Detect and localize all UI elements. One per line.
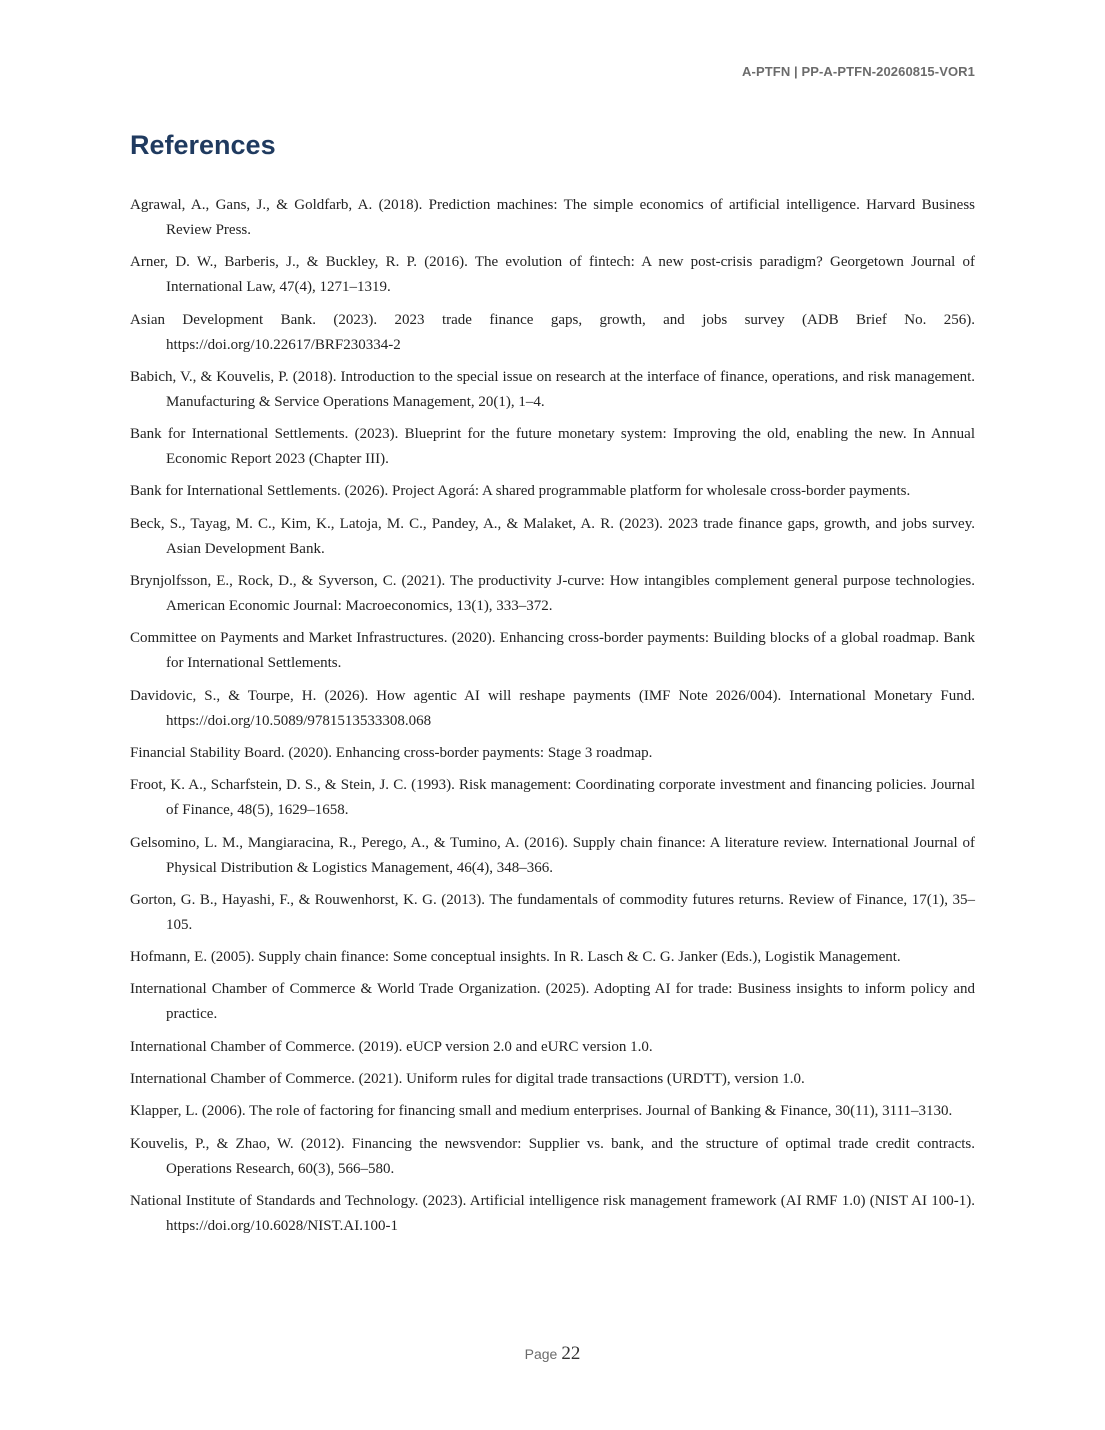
- reference-item: Klapper, L. (2006). The role of factoring for financing small and medium enterprises. Journal of Banking & Finance, 30(11), 3111–3130.: [130, 1103, 953, 1120]
- reference-item: Beck, S., Tayag, M. C., Kim, K., Latoja, M. C., Pandey, A., & Malaket, A. R. (2023). 2023 trade finance gaps, growth, and jobs survey. Asian Development Bank.: [130, 515, 975, 557]
- reference-item: International Chamber of Commerce & World Trade Organization. (2025). Adopting AI for trade: Business insights to inform policy and practice.: [130, 981, 975, 1023]
- reference-item: Financial Stability Board. (2020). Enhancing cross-border payments: Stage 3 roadmap.: [130, 744, 653, 761]
- reference-item: Gorton, G. B., Hayashi, F., & Rouwenhorst, K. G. (2013). The fundamentals of commodity futures returns. Review of Finance, 17(1), 35–105.: [130, 891, 975, 933]
- reference-item: International Chamber of Commerce. (2021). Uniform rules for digital trade transactions (URDTT), version 1.0.: [130, 1071, 805, 1088]
- reference-item: Hofmann, E. (2005). Supply chain finance: Some conceptual insights. In R. Lasch & C. G. Janker (Eds.), Logistik Management.: [130, 949, 901, 966]
- section-title: References: [130, 130, 276, 160]
- reference-item: Babich, V., & Kouvelis, P. (2018). Introduction to the special issue on research at the interface of finance, operations, and risk management. Manufacturing & Service Operations Management, 20(1), 1–4.: [130, 368, 975, 410]
- reference-item: Gelsomino, L. M., Mangiaracina, R., Perego, A., & Tumino, A. (2016). Supply chain finance: A literature review. International Journal of Physical Distribution & Logistics Management, 46(4), 348–366.: [130, 834, 975, 876]
- reference-item: National Institute of Standards and Technology. (2023). Artificial intelligence risk management framework (AI RMF 1.0) (NIST AI 100-1). https://doi.org/10.6028/NIST.AI.100-1: [130, 1192, 975, 1234]
- reference-item: Froot, K. A., Scharfstein, D. S., & Stein, J. C. (1993). Risk management: Coordinating corporate investment and financing policies. Journal of Finance, 48(5), 1629–1658.: [130, 777, 975, 819]
- document-id-header: A-PTFN | PP-A-PTFN-20260815-VOR1: [742, 64, 975, 79]
- page-label: Page: [524, 1346, 558, 1362]
- reference-item: Davidovic, S., & Tourpe, H. (2026). How agentic AI will reshape payments (IMF Note 2026/004). International Monetary Fund. https://doi.org/10.5089/9781513533308.068: [130, 687, 975, 729]
- reference-item: Asian Development Bank. (2023). 2023 trade finance gaps, growth, and jobs survey (ADB Brief No. 256). https://doi.org/10.22617/BRF230334-2: [130, 311, 975, 353]
- reference-item: Kouvelis, P., & Zhao, W. (2012). Financing the newsvendor: Supplier vs. bank, and the structure of optimal trade credit contracts. Operations Research, 60(3), 566–580.: [130, 1135, 975, 1177]
- reference-list: [130, 193, 975, 1246]
- reference-item: Committee on Payments and Market Infrastructures. (2020). Enhancing cross-border payments: Building blocks of a global roadmap. Bank for International Settlements.: [130, 630, 975, 672]
- reference-item: Bank for International Settlements. (2026). Project Agorá: A shared programmable platform for wholesale cross-border payments.: [130, 483, 911, 500]
- reference-item: Agrawal, A., Gans, J., & Goldfarb, A. (2018). Prediction machines: The simple economics of artificial intelligence. Harvard Business Review Press.: [130, 197, 975, 238]
- reference-item: Brynjolfsson, E., Rock, D., & Syverson, C. (2021). The productivity J-curve: How intangibles complement general purpose technologies. American Economic Journal: Macroeconomics, 13(1), 333–372.: [130, 573, 975, 615]
- page-number: 22: [561, 1343, 581, 1364]
- reference-item: Bank for International Settlements. (2023). Blueprint for the future monetary system: Improving the old, enabling the new. In Annual Economic Report 2023 (Chapter III).: [130, 426, 975, 468]
- reference-item: Arner, D. W., Barberis, J., & Buckley, R. P. (2016). The evolution of fintech: A new post-crisis paradigm? Georgetown Journal of International Law, 47(4), 1271–1319.: [130, 254, 975, 296]
- reference-item: International Chamber of Commerce. (2019). eUCP version 2.0 and eURC version 1.0.: [130, 1038, 653, 1055]
- page-footer: [0, 1343, 1105, 1365]
